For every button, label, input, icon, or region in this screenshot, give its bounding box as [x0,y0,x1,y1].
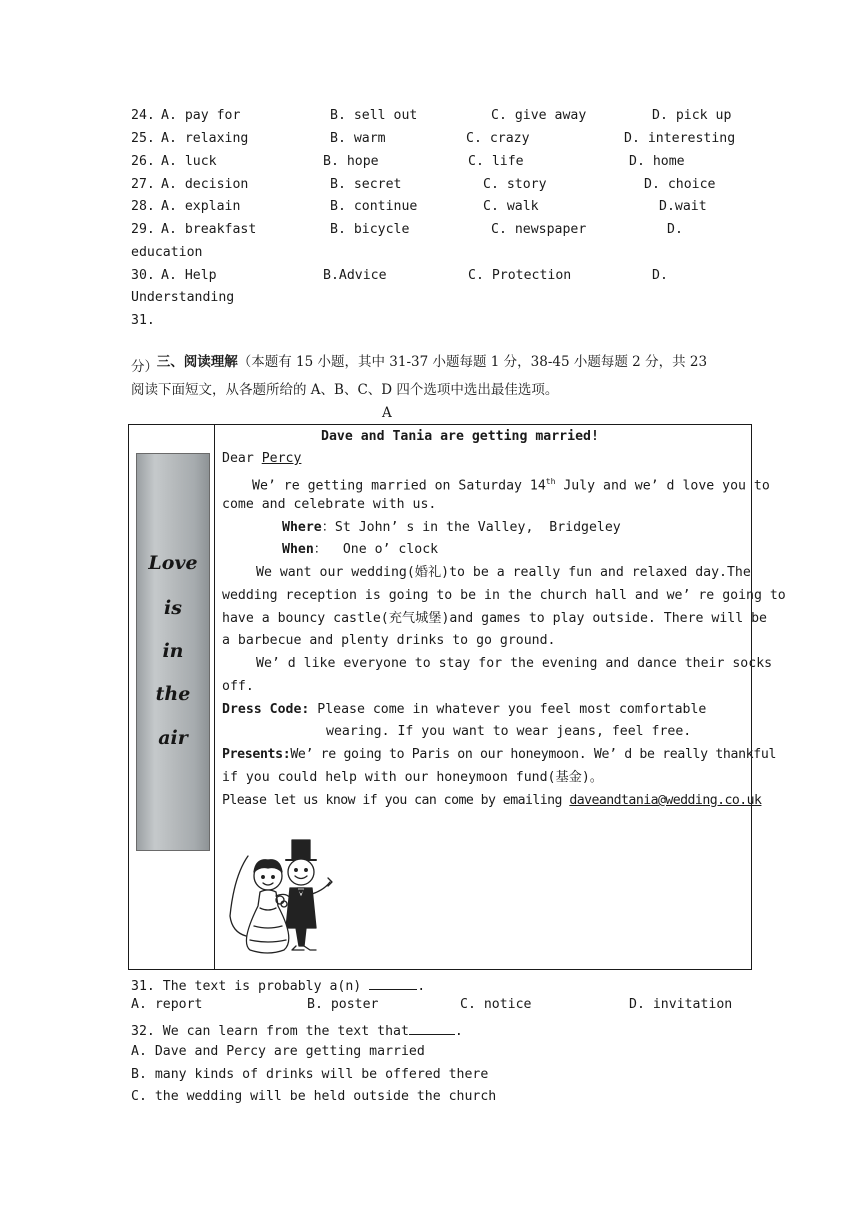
paragraph-1-line-1 [252,473,770,495]
stem-text: 32. We can learn from the text that [131,1024,409,1039]
p1-text-a: We’ re getting married on Saturday 14 [252,478,546,494]
question-number: 25. [131,131,155,146]
presents-line-2: if you could help with our honeymoon fund(基金)。 [222,770,603,785]
where-value: ：St John’ s in the Valley, Bridgeley [321,520,621,535]
paragraph-3-line-1: We’ d like everyone to stay for the evening and dance their socks [256,656,773,671]
section-rule-end: 分） [131,359,158,375]
photo-word: Love [148,552,198,574]
paragraph-2-line-4: a barbecue and plenty drinks to go ground. [222,633,556,648]
option-d: D. [667,222,683,237]
love-is-in-the-air-photo [136,453,210,851]
bride-and-groom-illustration [224,836,340,956]
option-a: A. Dave and Percy are getting married [131,1044,425,1059]
question-number: 24. [131,108,155,123]
section-title: 三、阅读理解 [156,354,238,370]
option-d: D. choice [644,177,716,192]
presents-line [222,746,776,764]
dress-code-label: Dress Code: [222,702,310,717]
photo-word: in [162,640,184,662]
stem-text: 31. The text is probably a(n) [131,979,370,994]
option-a: A. decision [161,177,249,192]
option-c: C. Protection [468,268,572,283]
question-32-stem [131,1020,463,1041]
greeting [222,450,301,468]
option-b: B. warm [330,131,386,146]
option-b: B. poster [307,997,379,1012]
option-d: D. pick up [652,108,732,123]
option-d: D. [652,268,668,283]
section-instruction: 阅读下面短文，从各题所给的 A、B、C、D 四个选项中选出最佳选项。 [131,382,559,398]
presents-label: Presents: [222,747,291,762]
contact-line [222,792,761,810]
section-rule: （本题有 15 小题，其中 31-37 小题每题 1 分，38-45 小题每题 2 分，共 23 [237,354,708,370]
option-d: D. invitation [629,997,733,1012]
question-number: 29. [131,222,155,237]
paragraph-2-line-2: wedding reception is going to be in the church hall and we’ re going to [222,588,786,603]
when-value: ： One o’ clock [313,542,439,557]
option-c: C. life [468,154,524,169]
greeting-text: Dear [222,451,262,466]
question-stub-31: 31. [131,313,155,328]
option-c: C. the wedding will be held outside the church [131,1089,497,1104]
photo-word: is [164,597,182,619]
option-d: D. home [629,154,685,169]
option-c: C. walk [483,199,539,214]
option-b: B. many kinds of drinks will be offered there [131,1067,489,1082]
option-d: D. interesting [624,131,736,146]
option-a: A. report [131,997,203,1012]
paragraph-3-line-2: off. [222,679,254,694]
greeting-name: Percy [261,451,302,466]
option-d: D.wait [659,199,707,214]
question-number: 26. [131,154,155,169]
dress-code-line [222,701,706,719]
option-c: C. story [483,177,547,192]
contact-text: Please let us know if you can come by emailing [222,793,570,808]
option-d-wrap: Understanding [131,290,235,305]
presents-text: We’ re going to Paris on our honeymoon. We’ d be really thankful [290,747,777,762]
email-link[interactable]: daveandtania@wedding.co.uk [569,793,762,808]
photo-word: air [158,727,188,749]
option-b: B. continue [330,199,418,214]
paragraph-2-line-3: have a bouncy castle(充气城堡)and games to play outside. There will be [222,611,768,626]
option-a: A. explain [161,199,241,214]
option-a: A. luck [161,154,217,169]
dress-code-line-2: wearing. If you want to wear jeans, feel free. [326,724,692,739]
question-number: 30. [131,268,155,283]
notice-divider [214,424,215,970]
option-b: B. secret [330,177,402,192]
option-a: A. pay for [161,108,241,123]
paragraph-2-line-1: We want our wedding(婚礼)to be a really fun and relaxed day.The [256,565,751,580]
when-line [282,541,438,559]
option-b: B. hope [323,154,379,169]
photo-word: the [155,683,191,705]
option-a: A. relaxing [161,131,249,146]
option-a: A. Help [161,268,217,283]
question-31-stem [131,975,425,996]
question-number: 28. [131,199,155,214]
question-number: 27. [131,177,155,192]
notice-heading: Dave and Tania are getting married! [321,429,599,444]
paragraph-1-line-2: come and celebrate with us. [222,497,437,512]
p1-text-b: July and we’ d love you to [555,478,770,494]
option-c: C. give away [491,108,587,123]
option-d-wrap: education [131,245,203,260]
when-label: When [282,542,314,557]
option-b: B. bicycle [330,222,410,237]
stem-end: . [454,1024,463,1039]
option-c: C. crazy [466,131,530,146]
dress-code-text: Please come in whatever you feel most comfortable [309,702,707,717]
passage-label: A [382,405,392,421]
where-label: Where [282,520,322,535]
answer-blank[interactable] [369,975,417,990]
answer-blank[interactable] [409,1020,455,1035]
option-c: C. newspaper [491,222,587,237]
option-a: A. breakfast [161,222,257,237]
stem-end: . [417,979,426,994]
option-b: B. sell out [330,108,418,123]
option-b: B.Advice [323,268,387,283]
ordinal-suffix: th [545,477,556,486]
option-c: C. notice [460,997,532,1012]
where-line [282,519,621,537]
